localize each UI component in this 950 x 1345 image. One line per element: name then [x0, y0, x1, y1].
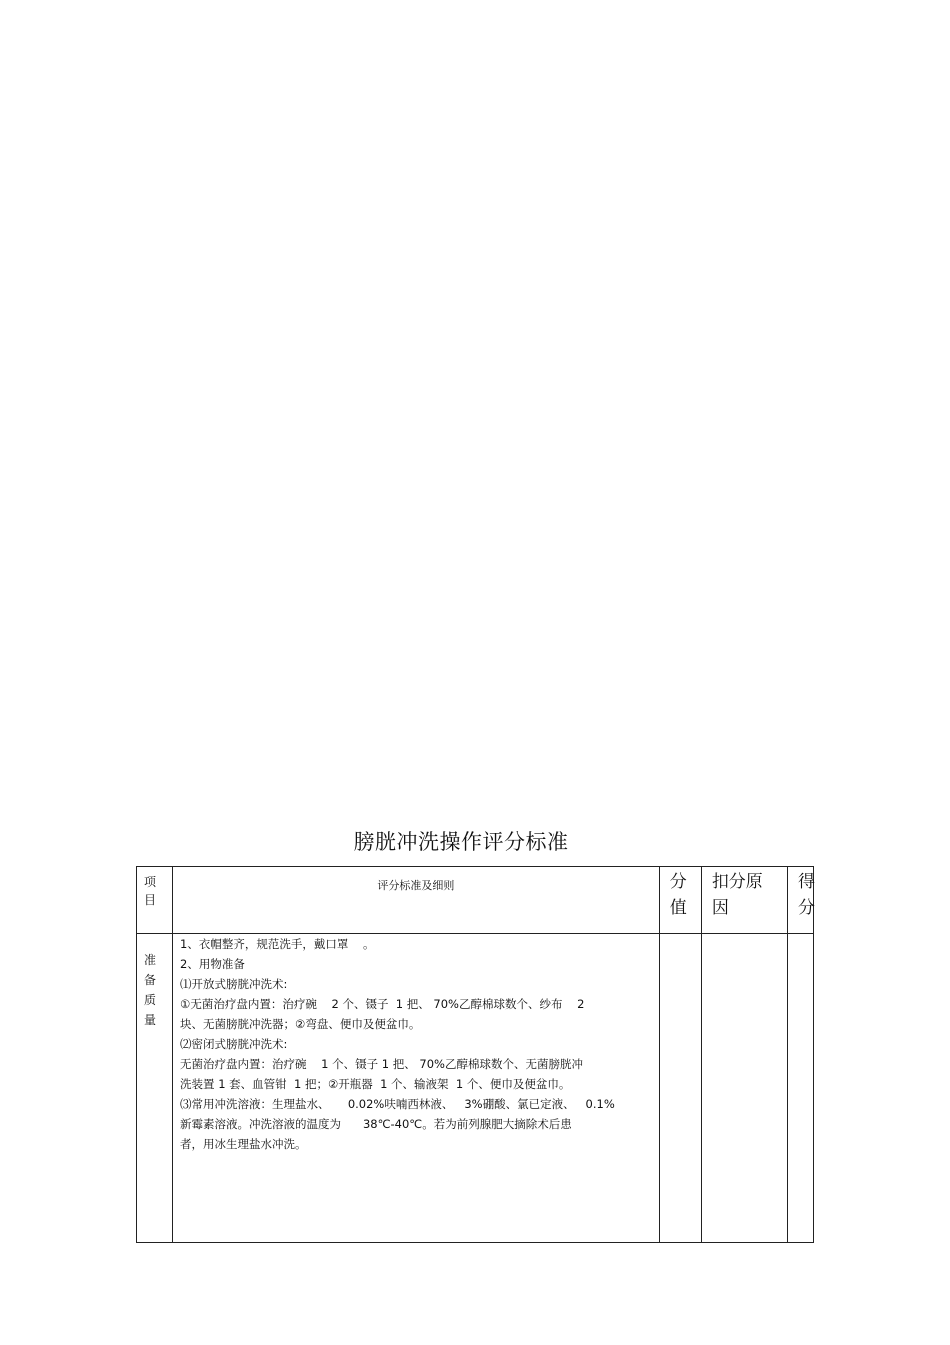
header-item — [137, 867, 173, 934]
criteria-line: 新霉素溶液。冲洗溶液的温度为 38℃-40℃。若为前列腺肥大摘除术后患 — [180, 1117, 572, 1131]
header-value — [659, 867, 701, 934]
row-item-char: 量 — [144, 1013, 157, 1027]
criteria-line: 1、衣帽整齐，规范洗手，戴口罩 。 — [180, 937, 375, 951]
header-reason-line: 因 — [711, 898, 729, 918]
row-value-cell — [659, 934, 701, 1243]
row-item-char: 备 — [144, 973, 157, 987]
header-reason — [701, 867, 787, 934]
table-row — [137, 934, 814, 1243]
page-title: 膀胱冲洗操作评分标准 — [353, 830, 569, 854]
header-item-char: 目 — [144, 893, 157, 907]
criteria-line: ⑴开放式膀胱冲洗术: — [180, 977, 288, 991]
criteria-line: ①无菌治疗盘内置：治疗碗 2 个、镊子 1 把、 70%乙醇棉球数个、纱布 2 — [180, 997, 585, 1011]
row-score-cell — [787, 934, 813, 1243]
criteria-line: 块、无菌膀胱冲洗器；②弯盘、便巾及便盆巾。 — [180, 1017, 421, 1031]
header-score-char: 得 — [797, 872, 815, 892]
header-value-char: 值 — [669, 898, 687, 918]
criteria-line: 洗装置 1 套、血管钳 1 把；②开瓶器 1 个、输液架 1 个、便巾及便盆巾。 — [180, 1077, 571, 1091]
row-criteria — [173, 934, 660, 1243]
row-reason-cell — [701, 934, 787, 1243]
row-item-char: 质 — [144, 993, 157, 1007]
scoring-table — [136, 866, 814, 1243]
criteria-line: ⑶常用冲洗溶液：生理盐水、 0.02%呋喃西林液、 3%硼酸、氯已定液、 0.1% — [180, 1097, 615, 1111]
header-score-char: 分 — [797, 898, 815, 918]
criteria-line: ⑵密闭式膀胱冲洗术: — [180, 1037, 288, 1051]
header-reason-line: 扣分原 — [711, 872, 763, 892]
criteria-line: 者，用冰生理盐水冲洗。 — [180, 1137, 307, 1151]
row-item-label — [137, 934, 173, 1243]
header-criteria: 评分标准及细则 — [173, 867, 660, 934]
row-item-char: 准 — [144, 953, 157, 967]
table-header-row — [137, 867, 814, 934]
criteria-line: 无菌治疗盘内置：治疗碗 1 个、镊子 1 把、 70%乙醇棉球数个、无菌膀胱冲 — [180, 1057, 583, 1071]
header-value-char: 分 — [669, 872, 687, 892]
criteria-line: 2、用物准备 — [180, 957, 245, 971]
header-item-char: 项 — [144, 875, 157, 889]
header-score — [787, 867, 813, 934]
